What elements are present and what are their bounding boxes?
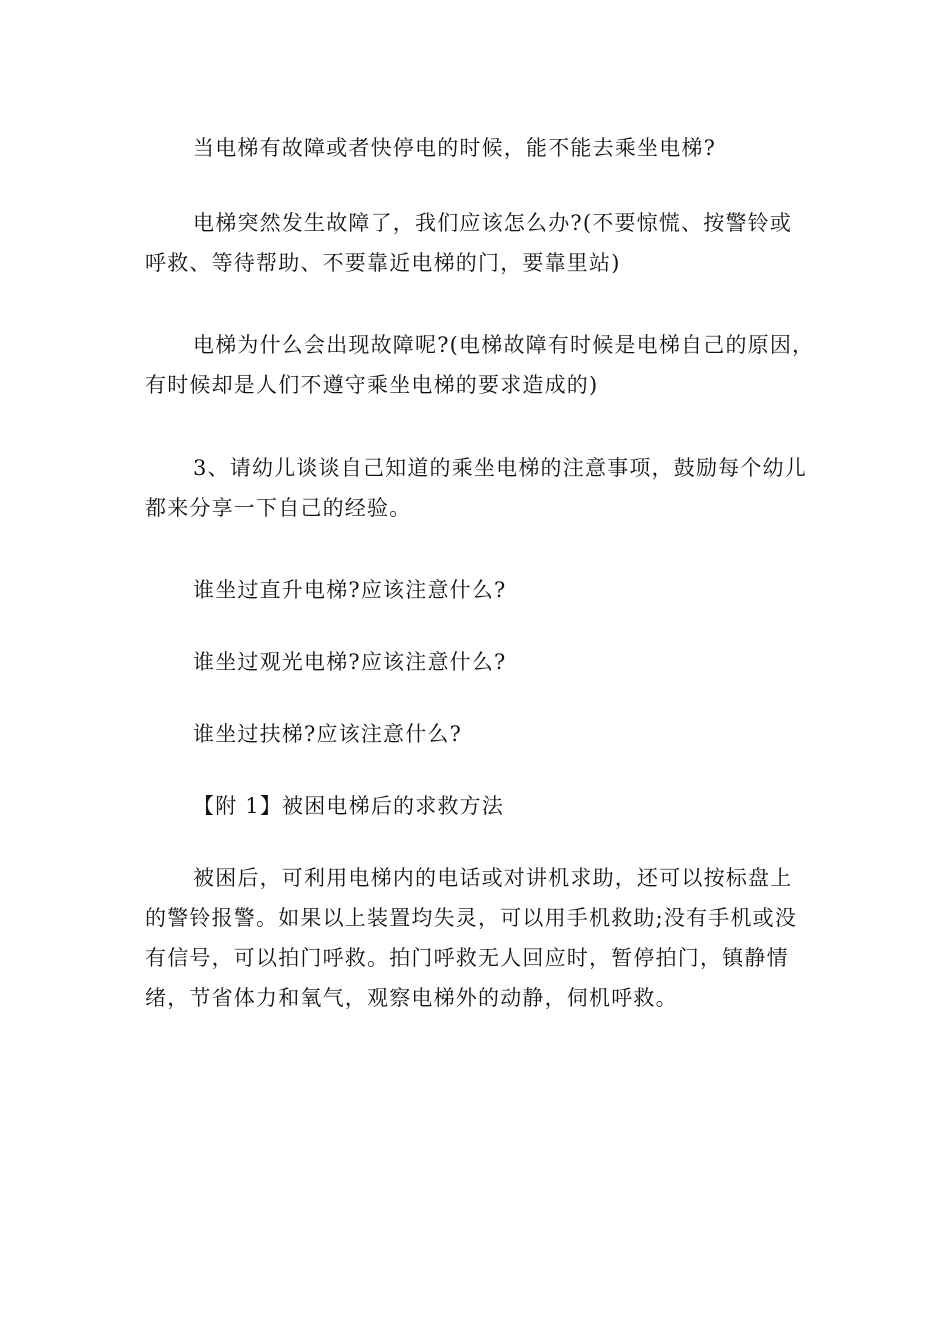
- paragraph-line: 有时候却是人们不遵守乘坐电梯的要求造成的): [145, 373, 599, 397]
- paragraph-4: [145, 448, 805, 528]
- paragraph-line: 谁坐过扶梯?应该注意什么?: [193, 722, 463, 746]
- paragraph-line: 电梯为什么会出现故障呢?(电梯故障有时候是电梯自己的原因，: [193, 333, 815, 357]
- paragraph-3: [145, 325, 815, 405]
- paragraph-line: 【附 1】被困电梯后的求救方法: [193, 794, 505, 818]
- paragraph-7: [145, 714, 805, 754]
- paragraph-line: 呼救、等待帮助、不要靠近电梯的门，要靠里站): [145, 251, 621, 275]
- paragraph-line: 有信号，可以拍门呼救。拍门呼救无人回应时，暂停拍门，镇静情: [145, 946, 789, 970]
- paragraph-line: 电梯突然发生故障了，我们应该怎么办?(不要惊慌、按警铃或: [193, 211, 793, 235]
- paragraph-6: [145, 642, 805, 682]
- paragraph-line: 都来分享一下自己的经验。: [145, 496, 412, 520]
- appendix-heading: [145, 786, 805, 826]
- paragraph-9: [145, 858, 805, 1018]
- paragraph-line: 3、请幼儿谈谈自己知道的乘坐电梯的注意事项，鼓励每个幼儿: [193, 456, 807, 480]
- paragraph-line: 的警铃报警。如果以上装置均失灵，可以用手机救助;没有手机或没: [145, 906, 798, 930]
- paragraph-line: 谁坐过直升电梯?应该注意什么?: [193, 578, 507, 602]
- paragraph-line: 谁坐过观光电梯?应该注意什么?: [193, 650, 507, 674]
- paragraph-1: [145, 128, 805, 168]
- paragraph-line: 被困后，可利用电梯内的电话或对讲机求助，还可以按标盘上: [193, 866, 793, 890]
- paragraph-5: [145, 570, 805, 610]
- paragraph-line: 绪，节省体力和氧气，观察电梯外的动静，伺机呼救。: [145, 986, 678, 1010]
- paragraph-2: [145, 203, 805, 283]
- paragraph-line: 当电梯有故障或者快停电的时候，能不能去乘坐电梯?: [193, 136, 717, 160]
